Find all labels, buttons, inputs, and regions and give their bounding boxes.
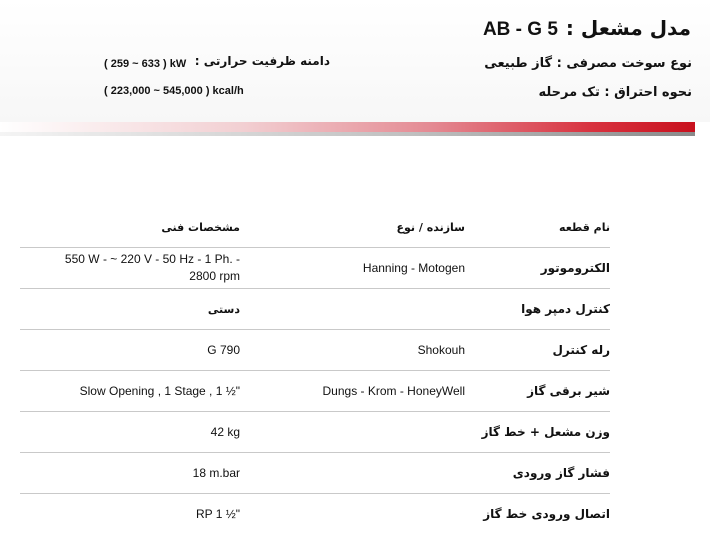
- name-cell: شیر برقی گاز: [465, 371, 610, 412]
- table-header-row: [20, 207, 610, 248]
- maker-cell: Hanning - Motogen: [250, 248, 465, 289]
- model-line: [483, 16, 691, 41]
- header-panel: [0, 0, 710, 122]
- spec-cell: دستی: [20, 289, 250, 330]
- table-row: [20, 412, 610, 453]
- name-cell: الکتروموتور: [465, 248, 610, 289]
- capacity-label: دامنه ظرفیت حرارتی :: [194, 54, 330, 68]
- table-row: [20, 494, 610, 535]
- name-cell: کنترل دمپر هوا: [465, 289, 610, 330]
- name-cell: رله کنترل: [465, 330, 610, 371]
- header-spec: مشخصات فنی: [161, 220, 240, 234]
- spec-table: [20, 207, 610, 534]
- capacity-kw: ( 259 ~ 633 ) kW: [104, 58, 187, 70]
- spec-cell: 42 kg: [20, 412, 250, 453]
- fuel-type: نوع سوخت مصرفی : گاز طبیعی: [484, 56, 692, 71]
- header-maker: سازنده / نوع: [396, 220, 465, 234]
- maker-cell: [250, 289, 465, 330]
- spec-cell: RP 1 ½": [20, 494, 250, 535]
- model-value: AB - G 5: [482, 19, 558, 40]
- name-cell: اتصال ورودی خط گاز: [465, 494, 610, 535]
- spec-value: 550 W - ~ 220 V - 50 Hz - 1 Ph. - 2800 rpm: [64, 252, 240, 283]
- header-name: نام قطعه: [559, 220, 610, 234]
- maker-cell: [250, 494, 465, 535]
- header-divider-bar: [0, 122, 695, 136]
- table-row: [20, 371, 610, 412]
- maker-cell: Shokouh: [250, 330, 465, 371]
- maker-cell: [250, 453, 465, 494]
- table-row: [20, 248, 610, 289]
- maker-cell: [250, 412, 465, 453]
- table-row: [20, 289, 610, 330]
- spec-cell: Slow Opening , 1 Stage , 1 ½": [20, 371, 250, 412]
- combustion-type: نحوه احتراق : تک مرحله: [538, 85, 692, 100]
- table-row: [20, 330, 610, 371]
- spec-cell: G 790: [20, 330, 250, 371]
- spec-cell: 18 m.bar: [20, 453, 250, 494]
- name-cell: وزن مشعل + خط گاز: [465, 412, 610, 453]
- table-row: [20, 453, 610, 494]
- capacity-kcal: ( 223,000 ~ 545,000 ) kcal/h: [104, 85, 244, 97]
- name-cell: فشار گاز ورودی: [465, 453, 610, 494]
- maker-cell: Dungs - Krom - HoneyWell: [250, 371, 465, 412]
- spec-cell: [20, 248, 250, 289]
- model-label: مدل مشعل :: [565, 16, 691, 40]
